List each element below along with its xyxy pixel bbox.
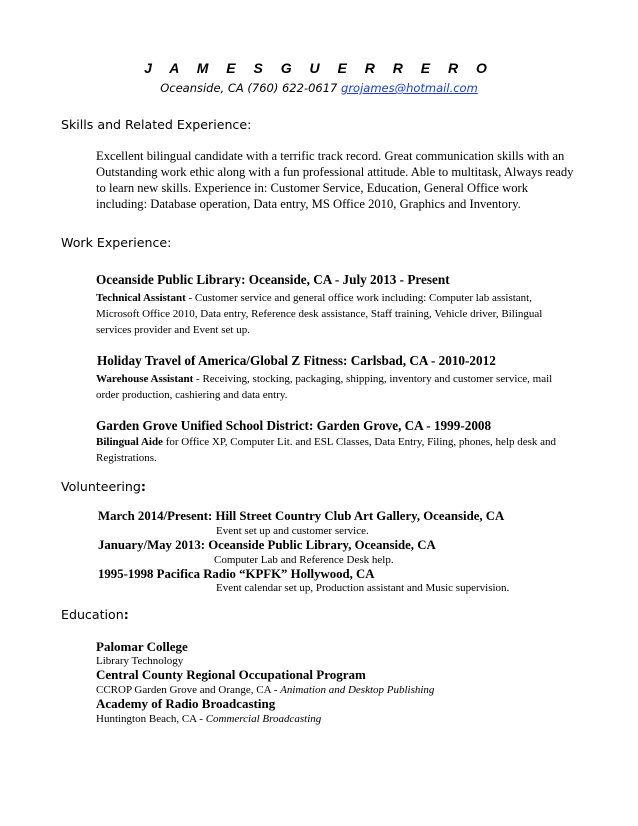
- job-line-text: - Customer service and general office work including: Computer lab assistant,: [185, 292, 532, 304]
- school-detail-text: Huntington Beach, CA -: [96, 713, 206, 725]
- education-heading: [61, 607, 129, 622]
- job-line: order production, cashiering and data entry.: [96, 389, 288, 401]
- job-line-text: - Receiving, stocking, packaging, shipping, inventory and customer service, mail: [193, 373, 553, 385]
- education-heading-text: Education: [61, 607, 124, 622]
- job-line: services provider and Event set up.: [96, 324, 250, 336]
- volunteering-heading: [61, 479, 146, 494]
- email-link[interactable]: grojames@hotmail.com: [341, 81, 478, 95]
- skills-line: to learn new skills. Experience in: Customer Service, Education, General Office work: [96, 181, 529, 195]
- job-description: [96, 434, 586, 466]
- volunteering-heading-text: Volunteering: [61, 479, 141, 494]
- skills-line: Outstanding work ethic along with a fun professional attitude. Able to multitask, Always ready: [96, 165, 574, 179]
- contact-text: Oceanside, CA (760) 622-0617: [160, 81, 342, 95]
- school-name: Central County Regional Occupational Program: [96, 667, 366, 682]
- school-detail: [96, 684, 434, 696]
- school-name: Academy of Radio Broadcasting: [96, 696, 276, 711]
- skills-heading: Skills and Related Experience:: [61, 117, 252, 132]
- contact-line: [0, 81, 638, 95]
- job-line: Microsoft Office 2010, Data entry, Reference desk assistance, Staff training, Vehicle driver, Bilingual: [96, 308, 543, 320]
- job-role: Technical Assistant: [96, 292, 186, 304]
- job-line: [96, 371, 586, 387]
- skills-paragraph: [96, 148, 586, 212]
- volunteer-detail: Event calendar set up, Production assistant and Music supervision.: [216, 582, 510, 594]
- job-description: [96, 290, 586, 338]
- education-heading-colon: :: [123, 607, 129, 622]
- job-role: Bilingual Aide: [96, 436, 163, 448]
- job-title: Garden Grove Unified School District: Garden Grove, CA - 1999-2008: [96, 418, 492, 433]
- job-line: [96, 290, 586, 306]
- school-detail: [96, 655, 183, 667]
- skills-line: including: Database operation, Data entry, MS Office 2010, Graphics and Inventory.: [96, 197, 521, 211]
- school-name: Palomar College: [96, 639, 188, 654]
- school-detail-text: Library Technology: [96, 655, 184, 667]
- job-description: [96, 371, 586, 403]
- work-heading: Work Experience:: [61, 235, 172, 250]
- job-line: [96, 434, 586, 450]
- volunteering-heading-colon: :: [140, 479, 146, 494]
- volunteer-title: March 2014/Present: Hill Street Country Club Art Gallery, Oceanside, CA: [98, 509, 505, 523]
- job-line: Registrations.: [96, 452, 157, 464]
- school-program: Commercial Broadcasting: [205, 713, 322, 725]
- resume-name: J A M E S G U E R R E R O: [144, 60, 494, 76]
- skills-line: Excellent bilingual candidate with a terrific track record. Great communication skills with an: [96, 149, 565, 163]
- job-title: Holiday Travel of America/Global Z Fitness: Carlsbad, CA - 2010-2012: [97, 353, 496, 368]
- volunteer-detail: Event set up and customer service.: [216, 525, 369, 537]
- school-detail: [96, 713, 321, 725]
- volunteer-title: January/May 2013: Oceanside Public Library, Oceanside, CA: [98, 538, 436, 552]
- volunteer-title: 1995-1998 Pacifica Radio “KPFK” Hollywood, CA: [98, 567, 375, 581]
- school-detail-text: CCROP Garden Grove and Orange, CA -: [96, 684, 281, 696]
- job-line-text: for Office XP, Computer Lit. and ESL Classes, Data Entry, Filing, phones, help desk and: [162, 436, 557, 448]
- volunteer-detail: Computer Lab and Reference Desk help.: [214, 554, 394, 566]
- school-program: Animation and Desktop Publishing: [280, 684, 435, 696]
- job-title: Oceanside Public Library: Oceanside, CA - July 2013 - Present: [96, 272, 450, 287]
- job-role: Warehouse Assistant: [96, 373, 194, 385]
